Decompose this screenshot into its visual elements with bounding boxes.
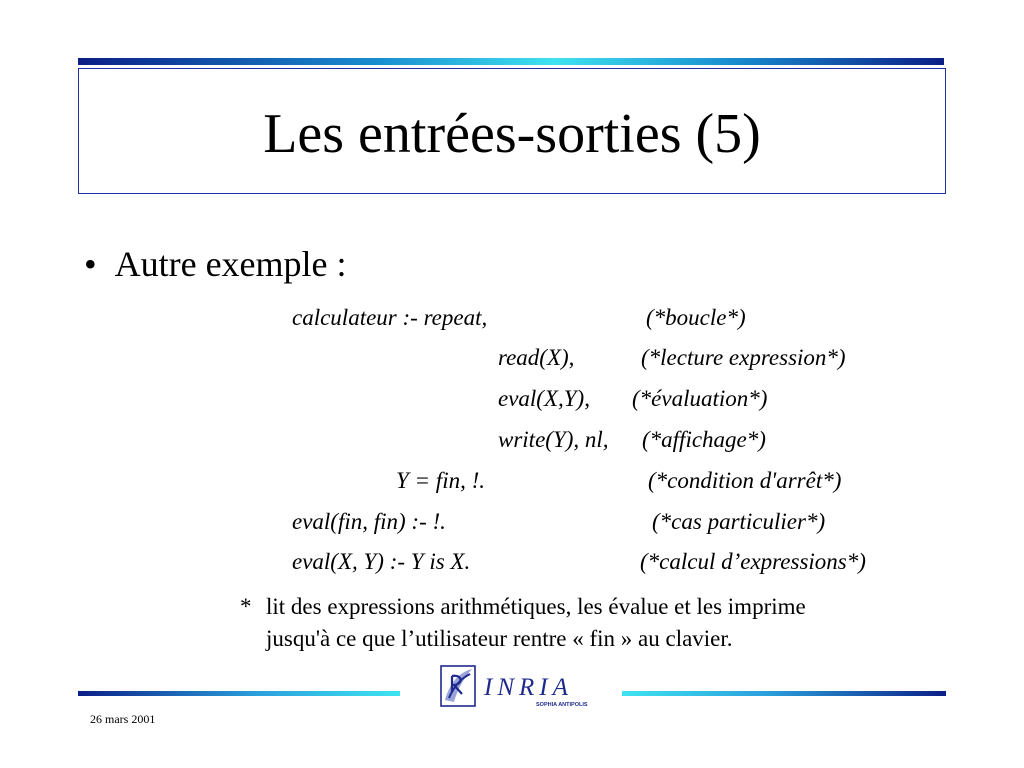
top-decorative-rule (78, 58, 944, 65)
code-line-4: write(Y), nl, (498, 427, 609, 452)
code-line-3: eval(X,Y), (498, 386, 590, 411)
bottom-left-rule (78, 691, 400, 696)
footnote-star: * (240, 594, 252, 619)
bullet-text: Autre exemple : (114, 244, 347, 284)
code-line-5: Y = fin, !. (396, 468, 486, 493)
code-line-6: eval(fin, fin) :- !. (292, 509, 446, 534)
code-comment-3: (*évaluation*) (632, 386, 768, 411)
code-comment-7: (*calcul d’expressions*) (640, 549, 866, 574)
code-comment-4: (*affichage*) (642, 427, 766, 452)
slide-title: Les entrées-sorties (5) (263, 103, 761, 165)
code-line-1: calculateur :- repeat, (292, 305, 488, 330)
title-box (78, 68, 946, 194)
code-line-7: eval(X, Y) :- Y is X. (292, 549, 471, 574)
footnote-line-2: jusqu'à ce que l’utilisateur rentre « fin » au clavier. (266, 626, 733, 651)
bullet-symbol: • (84, 244, 97, 284)
code-comment-2: (*lecture expression*) (641, 345, 846, 370)
logo-subtitle: SOPHIA ANTIPOLIS (536, 702, 588, 708)
footnote-text (266, 591, 806, 655)
code-comment-1: (*boucle*) (646, 305, 746, 330)
code-comment-5: (*condition d'arrêt*) (648, 468, 842, 493)
code-comment-6: (*cas particulier*) (652, 509, 826, 534)
bullet-item (84, 246, 347, 282)
inria-logo (440, 664, 600, 710)
footer-date: 26 mars 2001 (90, 712, 156, 726)
logo-wordmark: INRIA (484, 674, 573, 701)
bottom-right-rule (622, 691, 946, 696)
code-line-2: read(X), (498, 345, 575, 370)
footnote-line-1: lit des expressions arithmétiques, les évalue et les imprime (266, 594, 806, 619)
